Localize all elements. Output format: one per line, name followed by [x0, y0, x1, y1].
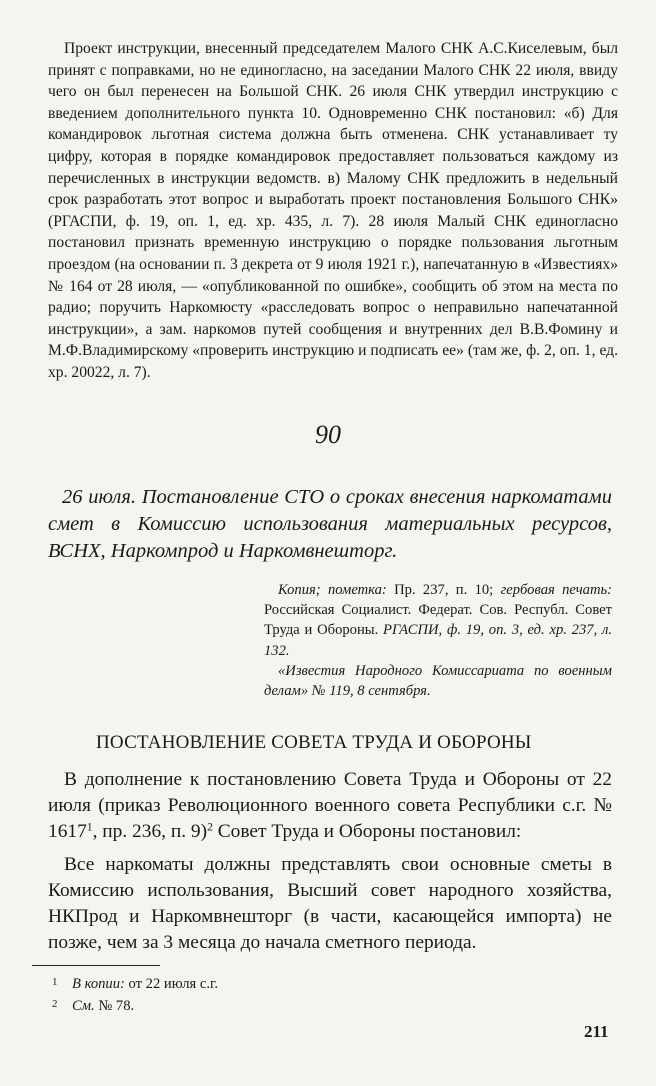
- archival-reference: [264, 580, 612, 701]
- footnote-ref-1: 1: [86, 821, 93, 835]
- resolution-body: [48, 767, 612, 956]
- footnote-2: [52, 994, 452, 1016]
- footnote-text: № 78.: [94, 998, 135, 1014]
- resolution-text: Совет Труда и Обороны постановил:: [212, 821, 522, 843]
- archival-source: [264, 580, 612, 661]
- footnote-divider: [32, 965, 160, 966]
- editorial-note: [48, 38, 618, 384]
- footnote-ref-2: 2: [207, 821, 213, 835]
- document-number: 90: [315, 420, 341, 449]
- footnote-number: 1: [52, 976, 58, 988]
- resolution-title: ПОСТАНОВЛЕНИЕ СОВЕТА ТРУДА И ОБОРОНЫ: [96, 732, 532, 753]
- copy-label: Копия; пометка:: [278, 582, 387, 598]
- archive-ref: РГАСПИ, ф. 19, оп. 3, ед. хр. 237, л. 132.: [264, 622, 613, 659]
- publication-ref: № 119, 8 сентября.: [311, 683, 431, 700]
- stamp-label: гербовая печать:: [500, 582, 612, 598]
- copy-text: Пр. 237, п. 10;: [394, 582, 494, 598]
- footnote-label: В копии:: [72, 976, 125, 992]
- resolution-text: , пр. 236, п. 9): [92, 821, 208, 843]
- resolution-paragraph-1: [48, 767, 612, 846]
- footnote-label: См.: [72, 998, 95, 1014]
- publication-source: «Известия Народного Комиссариата по военным делам»: [264, 662, 612, 700]
- footnote-number: 2: [52, 998, 58, 1010]
- page-number: 211: [584, 1022, 609, 1041]
- footnotes: [52, 972, 452, 1016]
- resolution-text: В дополнение к постановлению Совета Труда и Обороны от 22 июля (приказ Революционного военного совета Республики с.г. № 1617: [48, 769, 612, 843]
- publication-reference: [264, 661, 612, 701]
- footnote-text: от 22 июля с.г.: [124, 976, 219, 992]
- resolution-paragraph-2: Все наркоматы должны представлять свои основные сметы в Комиссию использования, Высший совет народного хозяйства, НКПрод и Наркомвнешторг (в части, касающейся импорта) не позже, чем за 3 месяца до начала сметного периода.: [48, 853, 612, 954]
- footnote-1: [52, 972, 452, 994]
- editorial-note-text: Проект инструкции, внесенный председателем Малого СНК А.С.Киселевым, был принят с поправками, но не единогласно, на заседании Малого СНК 22 июля, ввиду чего он был перенесен на Большой СНК. 26 июля СНК утвердил инструкцию с введением дополнительного пункта 10. Одновременно СНК постановил: «б) Для командировок льготная система должна быть отменена. СНК устанавливает ту цифру, которая в порядке командировок предоставляет пользоваться каждому из перечисленных в инструкции ведомств. в) Малому СНК предложить в недельный срок разработать этот вопрос и выработать проект постановления Большого СНК» (РГАСПИ, ф. 19, оп. 1, ед. хр. 435, л. 7). 28 июля Малый СНК единогласно постановил признать временную инструкцию о порядке пользования льготным проездом (на основании п. 3 декрета от 9 июля 1921 г.), напечатанную в «Известиях» № 164 от 28 июля, — «опубликованной по ошибке», сообщить об этом на места по радио; поручить Наркомюсту «расследовать вопрос о неправильно напечатанной инструкции», а зам. наркомов путей сообщения и внутренних дел В.В.Фомину и М.Ф.Владимирскому «проверить инструкцию и подписать ее» (там же, ф. 2, оп. 1, ед. хр. 20022, л. 7).: [48, 40, 618, 381]
- document-heading-text: 26 июля. Постановление СТО о сроках внесения наркоматами смет в Комиссию использования материальных ресурсов, ВСНХ, Наркомпрод и Наркомвнешторг.: [48, 486, 612, 562]
- stamp-text: Российская Социалист. Федерат. Сов. Республ. Совет Труда и Обороны.: [264, 602, 612, 639]
- document-heading: [48, 484, 612, 565]
